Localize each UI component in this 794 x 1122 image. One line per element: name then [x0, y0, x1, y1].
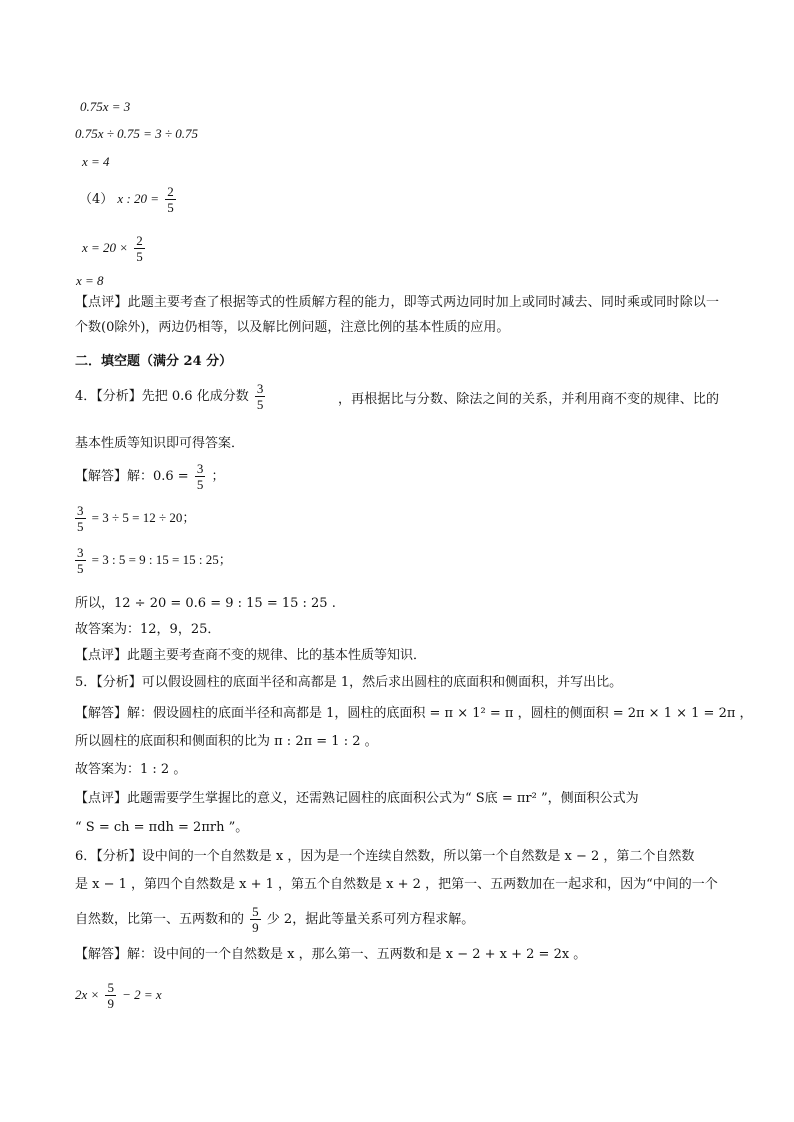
q6-answer: 【解答】解：设中间的一个自然数是 x ，那么第一、五两数和是 x − 2 + x + 2 = 2x 。: [75, 947, 587, 962]
q4-analysis: ，再根据比与分数、除法之间的关系，并利用商不变的规律、比的基本性质等知识即可得答案．: [75, 392, 719, 451]
equation-line-3: x = 4: [82, 154, 110, 169]
fraction: $\frac{3}{5}$: [196, 461, 204, 492]
fraction: $\frac{2}{5}$: [167, 184, 174, 215]
q5-answer-final: 故答案为：1 : 2 。: [75, 762, 187, 777]
q5-analysis: 5．【分析】可以假设圆柱的底面半径和高都是 1，然后求出圆柱的底面积和侧面积，并写出比。: [75, 675, 623, 690]
fraction: $\frac{5}{9}$: [107, 980, 114, 1011]
comment-q3: 【点评】此题主要考查了根据等式的性质解方程的能力，即等式两边同时加上或同时减去、同时乘或同时除以一个数(0除外)，两边仍相等，以及解比例问题，注意比例的基本性质的应用。: [75, 295, 719, 335]
q4-conclusion: 所以，12 ÷ 20 = 0.6 = 9 : 15 = 15 : 25 .: [75, 596, 336, 611]
q4-analysis-line1: 4．【分析】先把 0.6 化成分数 $\frac{3}{5}$: [75, 381, 264, 412]
equation-line-6: x = 8: [76, 273, 104, 288]
equation-line-2: 0.75x ÷ 0.75 = 3 ÷ 0.75: [75, 126, 199, 141]
q5-answer-line1: 【解答】解：假设圆柱的底面半径和高都是 1，圆柱的底面积 = π × 1² = π ，圆柱的侧面积 = 2π × 1 × 1 = 2π ，: [75, 706, 753, 721]
fraction: $\frac{2}{5}$: [136, 233, 143, 264]
equation-line-1: 0.75x = 3: [80, 99, 131, 114]
q6-analysis-line1: 6．【分析】设中间的一个自然数是 x ，因为是一个连续自然数，所以第一个自然数是 x − 2 ，第二个自然数: [75, 849, 695, 864]
fraction: $\frac{5}{9}$: [252, 904, 259, 935]
fraction: $\frac{3}{5}$: [77, 503, 84, 534]
q4-answer-line3: $\frac{3}{5}$ = 3 : 5 = 9 : 15 = 15 : 25；: [77, 545, 232, 576]
section-heading: 二．填空题（满分 24 分）: [75, 354, 233, 369]
q4-comment: 【点评】此题主要考查商不变的规律、比的基本性质等知识．: [75, 648, 427, 663]
equation-text: x = 20 ×: [82, 240, 129, 255]
q6-analysis-line2: 是 x − 1 ，第四个自然数是 x + 1 ，第五个自然数是 x + 2 ，把第一、五两数加在一起求和，因为“中间的一个: [75, 877, 718, 892]
q5-comment-line1: 【点评】此题需要学生掌握比的意义，还需熟记圆柱的底面积公式为“ S底 = πr² ”，侧面积公式为: [75, 791, 639, 806]
q4-answer-line1: 【解答】解：0.6 = $\frac{3}{5}$ ；: [75, 461, 225, 492]
item-number: （4）: [79, 192, 114, 207]
q5-comment-line2: “ S = ch = πdh = 2πrh ”。: [75, 820, 249, 835]
q4-answer-final: 故答案为：12，9，25．: [75, 622, 221, 637]
fraction: $\frac{3}{5}$: [256, 381, 264, 412]
q6-equation: 2x × $\frac{5}{9}$ − 2 = x: [75, 980, 162, 1011]
equation-line-4: [79, 184, 178, 215]
q6-analysis-line3: 自然数，比第一、五两数和的 $\frac{5}{9}$ 少 2，据此等量关系可列方程求解。: [75, 904, 475, 935]
equation-text: x : 20 =: [117, 191, 160, 206]
equation-line-5: [82, 233, 147, 264]
q5-answer-line2: 所以圆柱的底面积和侧面积的比为 π : 2π = 1 : 2 。: [75, 734, 378, 749]
q4-answer-line2: $\frac{3}{5}$ = 3 ÷ 5 = 12 ÷ 20；: [77, 503, 196, 534]
fraction: $\frac{3}{5}$: [77, 545, 84, 576]
